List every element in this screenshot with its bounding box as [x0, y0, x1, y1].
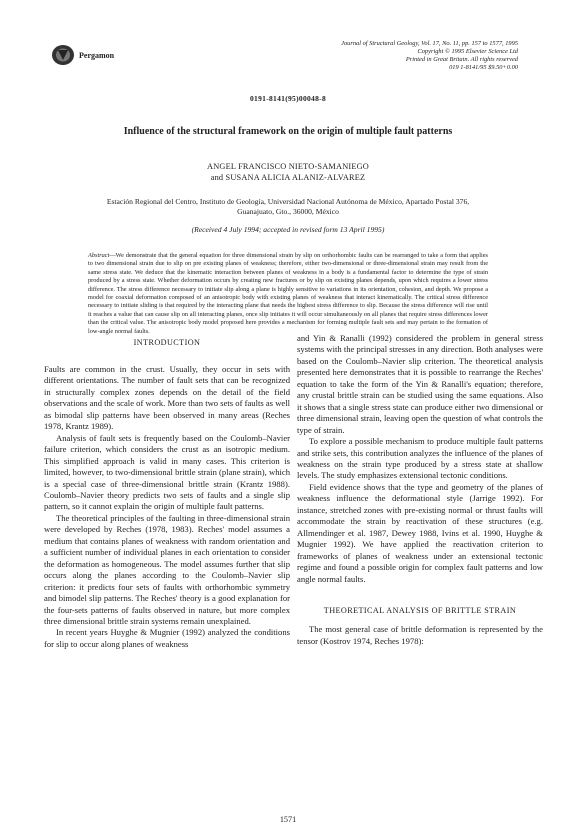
author-line: ANGEL FRANCISCO NIETO-SAMANIEGO	[207, 162, 369, 171]
journal-line: Copyright © 1995 Elsevier Science Ltd	[417, 48, 518, 55]
body-paragraph: Faults are common in the crust. Usually, they occur in sets with different orientations. The number of fault sets that can be recognized in structurally complex zones depends on the detail of the field observations and the scale of work. More than two sets of faults as well as bimodal slip patterns have been observed in many areas (Reches 1978, Krantz 1989).	[44, 364, 290, 432]
body-paragraph: Field evidence shows that the type and geometry of the planes of weakness influence the deformational style (Jarrige 1992). For instance, stretched zones with pre-existing normal or thrust faults will accommodate the strain by reactivation of these structures (e.g. Allmendinger et al. 1987, Dewey 1988, Ivins et al. 1990, Huyghe & Mugnier 1992). We have applied the reactivation criterion to frameworks of planes of weakness under an extensional tectonic regime and found a possible origin for complex fault patterns and low angle normal faults.	[297, 481, 543, 584]
author-line: and SUSANA ALICIA ALANIZ-ALVAREZ	[210, 173, 366, 182]
introduction-heading-wrap	[44, 337, 290, 348]
page-number: 1571	[279, 815, 297, 824]
abstract-text: —We demonstrate that the general equation for three dimensional strain by slip on orthorhombic faults can be rearranged to take a form that applies to two dimensional strain due to slip on pre existing planes of weakness; therefore, either two-dimensional or three-dimensional strain may result from the same stress state. We deduce that the kinematic interaction between planes of weakness in a body is a fundamental factor to determine the type of strain produced by a stress state. Whether deformation occurs by creating new fractures or by slip on existing planes depends, upon which requires a lower stress difference. The stress difference necessary to initiate slip along a plane is highly sensitive to variations in its orientation, cohesion, and depth. We propose a model for coaxial deformation composed of an anisotropic body with existing planes of weakness that interact kinematically. The critical stress difference necessary to initiate sliding is that required by the interacting plane that needs the highest stress difference to slip. Because the stress difference will rise until it reaches a value that can cause slip on all interacting planes, once slip initiates it will occur simultaneously on all planes that require stress differences lower than the critical value. The anisotropic body model proposed here provides a mechanism for forming multiple fault sets and may pertain to the formation of low-angle normal faults.	[88, 252, 488, 335]
received-dates: (Received 4 July 1994; accepted in revised form 13 April 1995)	[191, 225, 385, 234]
left-column	[44, 364, 290, 650]
section-heading-theory: THEORETICAL ANALYSIS OF BRITTLE STRAIN	[323, 605, 517, 615]
journal-line: 019 1-8141/95 $9.50+0.00	[449, 64, 518, 71]
body-paragraph: In recent years Huyghe & Mugnier (1992) analyzed the conditions for slip to occur along planes of weakness	[44, 627, 290, 649]
article-doi: 0191-8141(95)00048-8	[250, 94, 326, 103]
section-heading-introduction: INTRODUCTION	[133, 338, 201, 347]
body-paragraph: Analysis of fault sets is frequently based on the Coulomb–Navier failure criterion, which considers the crust as an isotropic medium. This simplified approach is valid in many cases. This criterion is limited, however, to two-dimensional brittle strain (plane strain), which is a special case of three-dimensional brittle strain (Krantz 1988). Coulomb–Navier theory predicts two sets of faults and a single slip pattern, so it cannot explain the origin of multiple fault patterns.	[44, 432, 290, 512]
body-paragraph: The theoretical principles of the faulting in three-dimensional strain were developed by Reches (1978, 1983). Reches' model assumes a medium that contains planes of weakness with random orientation and a sufficient number of individual planes in each orientation to consider the deformation as homogeneous. The model assumes further that slip occurs along the planes according to the Coulomb–Navier slip criterion: it predicts four sets of faults with orthorhombic symmetry and bimodel slip patterns. The Reches' theory is a good explanation for the four-sets patterns of faults observed in nature, but more complex three dimensional brittle strain systems remain unexplained.	[44, 512, 290, 626]
body-paragraph: and Yin & Ranalli (1992) considered the problem in general stress systems with the principal stresses in any direction. Both analyses were based on the Coulomb–Navier slip criterion. The theoretical analysis presented here demonstrates that it is possible to rearrange the Reches' equation to take the form of the Yin & Ranalli's equation; therefore, any crustal brittle strain can be studied using the same equations. Also it shows that a single stress state can produce either two dimensional or three dimensional strain, leaving open the question of what controls the type of strain.	[297, 333, 543, 435]
pergamon-logo-icon	[50, 44, 76, 66]
journal-info	[341, 40, 518, 72]
body-paragraph: The most general case of brittle deformation is represented by the tensor (Kostrov 1974, Reches 1978):	[297, 624, 543, 646]
author-affiliation: Estación Regional del Centro, Instituto de Geología, Universidad Nacional Autónoma de México, Apartado Postal 376, Guanajuato, Gto., 36000, México	[106, 197, 470, 216]
journal-line: Printed in Great Britain. All rights reserved	[405, 56, 518, 63]
abstract	[88, 252, 488, 336]
publisher-name: Pergamon	[79, 51, 115, 60]
journal-line: Journal of Structural Geology, Vol. 17, No. 11, pp. 157 to 1577, 1995	[341, 40, 518, 47]
body-paragraph: To explore a possible mechanism to produce multiple fault patterns and strike sets, this contribution analyzes the influence of the planes of weakness on the strain type produced by a stress state at shallow levels. The study emphasizes extensional tectonic conditions.	[297, 436, 543, 481]
article-title: Influence of the structural framework on the origin of multiple fault patterns	[123, 126, 453, 137]
right-column	[297, 333, 543, 647]
author-list	[0, 161, 576, 183]
abstract-label: Abstract	[88, 252, 110, 259]
